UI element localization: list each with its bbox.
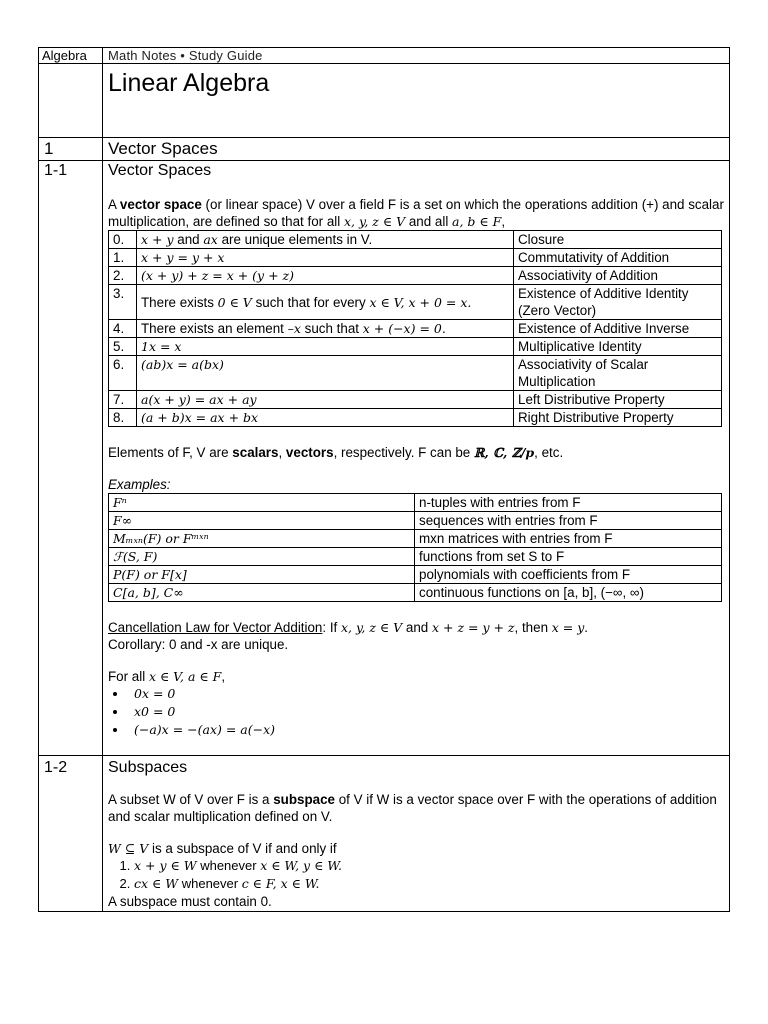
axiom-row (109, 249, 722, 267)
list-item: 2. cx ∈ W whenever c ∈ F, x ∈ W. (134, 875, 724, 893)
example-notation: ℱ(S, F) (109, 548, 415, 566)
example-notation: P(F) or F[x] (109, 566, 415, 584)
axiom-statement: a(x + y) = ax + ay (137, 391, 514, 409)
axiom-name: Closure (514, 231, 722, 249)
axiom-row (109, 409, 722, 427)
example-row (109, 530, 722, 548)
axiom-row (109, 320, 722, 338)
axiom-number: 8. (109, 409, 137, 427)
axiom-name: Existence of Additive Identity (Zero Vector) (514, 285, 722, 320)
notes-label: Math Notes • Study Guide (103, 48, 730, 64)
axiom-name: Right Distributive Property (514, 409, 722, 427)
vector-space-definition: A vector space (or linear space) V over a field F is a set on which the operations addition (+) and scalar multiplication, are defined so that for all x, y, z ∈ V and all a, b ∈ F, (108, 197, 724, 229)
subspace-definition: A subset W of V over F is a subspace of V if W is a vector space over F with the operations of addition and scalar multiplication defined on V. (108, 792, 717, 824)
notes-table (38, 47, 730, 912)
example-row (109, 566, 722, 584)
axiom-number: 4. (109, 320, 137, 338)
axiom-name: Associativity of Scalar Multiplication (514, 356, 722, 391)
list-item: • 0x = 0 (128, 685, 724, 703)
study-guide-page (38, 47, 730, 912)
axiom-number: 3. (109, 285, 137, 320)
axiom-statement: (ab)x = a(bx) (137, 356, 514, 391)
subsection-title: Vector Spaces (108, 162, 212, 179)
header-row (39, 48, 730, 64)
subspace-note: A subspace must contain 0. (108, 894, 272, 909)
axiom-row (109, 267, 722, 285)
section-title: Vector Spaces (103, 138, 730, 161)
example-notation: F∞ (109, 512, 415, 530)
cancellation-law: Cancellation Law for Vector Addition: If x, y, z ∈ V and x + z = y + z, then x = y. (108, 620, 589, 635)
list-item: • (−a)x = −(ax) = a(−x) (128, 721, 724, 739)
subspace-criterion: W ⊆ V is a subspace of V if and only if (108, 841, 337, 856)
section-number: 1 (39, 138, 103, 161)
example-description: mxn matrices with entries from F (415, 530, 722, 548)
axiom-row (109, 338, 722, 356)
example-row (109, 494, 722, 512)
axiom-row (109, 356, 722, 391)
axiom-name: Existence of Additive Inverse (514, 320, 722, 338)
axiom-row (109, 285, 722, 320)
section-row (39, 138, 730, 161)
list-item: 1. x + y ∈ W whenever x ∈ W, y ∈ W. (134, 857, 724, 875)
example-description: polynomials with coefficients from F (415, 566, 722, 584)
forall-statement: For all x ∈ V, a ∈ F, (108, 669, 226, 684)
subsection-number: 1-2 (39, 756, 103, 912)
axiom-row (109, 391, 722, 409)
axiom-number: 6. (109, 356, 137, 391)
example-description: n-tuples with entries from F (415, 494, 722, 512)
subject-label: Algebra (39, 48, 103, 64)
example-description: sequences with entries from F (415, 512, 722, 530)
corollary: Corollary: 0 and -x are unique. (108, 637, 289, 652)
axiom-row (109, 231, 722, 249)
axiom-number: 0. (109, 231, 137, 249)
example-notation: Mₘₓₙ(F) or Fᵐˣⁿ (109, 530, 415, 548)
axiom-statement: (a + b)x = ax + bx (137, 409, 514, 427)
subspace-conditions (108, 857, 724, 893)
axiom-statement: (x + y) + z = x + (y + z) (137, 267, 514, 285)
axiom-number: 1. (109, 249, 137, 267)
axiom-number: 5. (109, 338, 137, 356)
example-row (109, 584, 722, 602)
properties-list (108, 685, 724, 739)
scalars-vectors-note: Elements of F, V are scalars, vectors, respectively. F can be ℝ, ℂ, ℤ/p, etc. (108, 445, 564, 460)
axiom-statement: There exists 0 ∈ V such that for every x ∈ V, x + 0 = x. (137, 285, 514, 320)
axioms-table (108, 230, 722, 427)
axiom-name: Commutativity of Addition (514, 249, 722, 267)
example-notation: C[a, b], C∞ (109, 584, 415, 602)
axiom-number: 2. (109, 267, 137, 285)
subsection-row-1-1 (39, 161, 730, 756)
axiom-statement: 1x = x (137, 338, 514, 356)
examples-label: Examples: (108, 477, 171, 492)
axiom-name: Left Distributive Property (514, 391, 722, 409)
axiom-statement: x + y = y + x (137, 249, 514, 267)
axiom-name: Multiplicative Identity (514, 338, 722, 356)
subsection-number: 1-1 (39, 161, 103, 756)
examples-table (108, 493, 722, 602)
axiom-statement: x + y and ax are unique elements in V. (137, 231, 514, 249)
page-title: Linear Algebra (108, 69, 270, 97)
example-row (109, 548, 722, 566)
subsection-row-1-2 (39, 756, 730, 912)
list-item: • x0 = 0 (128, 703, 724, 721)
example-description: continuous functions on [a, b], (−∞, ∞) (415, 584, 722, 602)
subsection-title: Subspaces (108, 759, 188, 776)
example-row (109, 512, 722, 530)
axiom-name: Associativity of Addition (514, 267, 722, 285)
axiom-statement: There exists an element –x such that x + (−x) = 0. (137, 320, 514, 338)
axiom-number: 7. (109, 391, 137, 409)
example-description: functions from set S to F (415, 548, 722, 566)
example-notation: Fⁿ (109, 494, 415, 512)
title-row (39, 64, 730, 138)
